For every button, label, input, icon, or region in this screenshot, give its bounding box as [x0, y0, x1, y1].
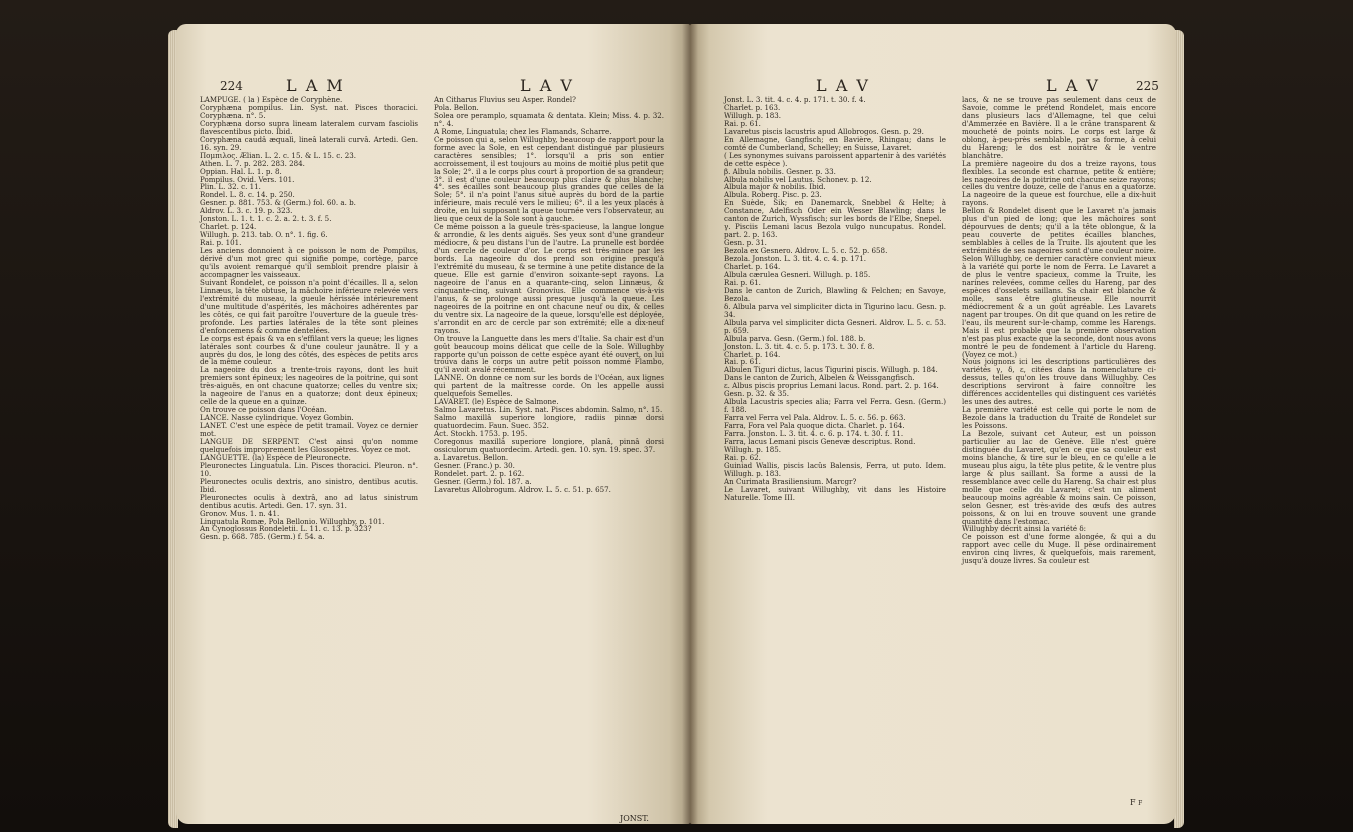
paragraph: Gronov. Mus. 1. n. 41. — [200, 508, 280, 518]
paragraph: Le corps est épais & va en s'effilant vers la queue; les lignes latérales sont courbes & d'une couleur jaunâtre. Il y a auprès du dos, le long des côtés, des espèces de petits arcs de la même couleur. — [200, 333, 418, 367]
paragraph: An Curimata Brasiliensium. Marcgr? — [724, 476, 857, 486]
paragraph: Dans le canton de Zurich, Blawling & Felchen; en Savoye, Bezola. — [724, 285, 946, 303]
paragraph: An Cynoglossus Rondeletii. L. 11. c. 13. p. 323? — [200, 524, 372, 534]
catchword: JONST. — [620, 814, 649, 823]
paragraph: Coryphæna dorso supra lineam lateralem curvam fasciolis flavescentibus picto. Ibid. — [200, 118, 418, 136]
paragraph: Rondelet. part. 2. p. 162. — [434, 468, 525, 478]
paragraph: Πομπιλος. Ælian. L. 2. c. 15. & L. 15. c. 23. — [200, 150, 357, 160]
paragraph: ( Les synonymes suivans paroissent appartenir à des variétés de cette espèce ). — [724, 150, 946, 168]
paragraph: Albulen Tiguri dictus, lacus Tigurini piscis. Willugh. p. 184. — [724, 365, 938, 375]
running-header: L A M — [286, 76, 345, 95]
paragraph: Gesner. (Germ.) fol. 187. a. — [434, 476, 532, 486]
paragraph: Athen. L. 7. p. 282. 283. 284. — [200, 158, 305, 168]
paragraph: Gesner. (Franc.) p. 30. — [434, 460, 515, 470]
paragraph: LANET. C'est une espèce de petit tramail. Voyez ce dernier mot. — [200, 421, 418, 439]
paragraph: A Rome, Linguatula; chez les Flamands, Scharre. — [434, 126, 612, 136]
paragraph: On trouve ce poisson dans l'Océan. — [200, 405, 327, 415]
paragraph: Albula parva. Gesn. (Germ.) fol. 188. b. — [724, 333, 866, 343]
paragraph: Bezola ex Gesnero. Aldrov. L. 5. c. 52. p. 658. — [724, 246, 888, 256]
paragraph: Salmo Lavaretus. Lin. Syst. nat. Pisces abdomin. Salmo, n°. 15. — [434, 405, 663, 415]
paragraph: Nous joignons ici les descriptions particulières des variétés γ, δ, ε, citées dans la nomenclature ci-dessus, telles qu'on les trouve dans Willughby. Ces descriptions serviront à faire connoître les différences accidentelles qui distinguent ces variétés les unes des autres. — [962, 357, 1156, 407]
paragraph: Oppian. Hal. L. 1. p. 8. — [200, 166, 282, 176]
paragraph: Ce même poisson a la gueule très-spacieuse, la langue longue & arrondie, & les dents aiguës. Ses yeux sont d'une grandeur médiocre, & peu distans l'un de l'autre. La prunelle est bordée d'un cercle de couleur d'or. Le corps est très-mince par les bords. La nageoire du dos prend son origine presqu'à l'extrémité du museau, & se termine à une petite distance de la queue. Elle est garnie d'environ soixante-sept rayons. La nageoire de l'anus en a quarante-cinq, selon Linnæus, & cinquante-cinq, suivant Gronovius. Elle commence vis-à-vis l'anus, & se prolonge aussi presque jusqu'à la queue. Les nageoires de la poitrine en ont chacune neuf ou dix, & celles du ventre six. La nageoire de la queue, lorsqu'elle est déployée, s'arrondit en arc de cercle par son extrémité; elle a dix-neuf rayons. — [434, 222, 664, 335]
book-gutter — [682, 24, 698, 824]
page-number: 225 — [1136, 79, 1159, 93]
left-column-2 — [434, 96, 664, 494]
right-column-1 — [724, 96, 946, 502]
paragraph: Coryphæna caudâ æqualì, lineâ laterali curvâ. Artedi. Gen. 16. syn. 29. — [200, 134, 418, 152]
paragraph: Albula major & nobilis. Ibid. — [724, 182, 826, 192]
paragraph: Willugh. p. 183. — [724, 110, 782, 120]
paragraph: Gesner. p. 881. 753. & (Germ.) fol. 60. a. b. — [200, 198, 356, 208]
paragraph: Gesn. p. 31. — [724, 238, 767, 248]
page-number: 224 — [220, 79, 243, 93]
paragraph: Farra, Fora vel Pala quoque dicta. Charlet. p. 164. — [724, 421, 905, 431]
paragraph: Plin. L. 32. c. 11. — [200, 182, 261, 192]
paragraph: Aldrov. L. 3. c. 19. p. 323. — [200, 206, 293, 216]
paragraph: Farra. Jonston. L. 3. tit. 4. c. 6. p. 174. t. 30. f. 11. — [724, 429, 904, 439]
paragraph: En Suède, Sik; en Danemarck, Snebbel & Helte; à Constance, Adelfisch Oder ein Wesser Blawling; dans le canton de Zurich, Wyssfisch; sur les bords de l'Elbe, Snepel. — [724, 198, 946, 224]
paragraph: Rai. p. 61. — [724, 118, 761, 128]
paragraph: ε. Albus piscis proprius Lemani lacus. Rond. part. 2. p. 164. — [724, 381, 939, 391]
paragraph: Rai. p. 62. — [724, 452, 761, 462]
paragraph: γ. Pisciis Lemani lacus Bezola vulgo nuncupatus. Rondel. part. 2. p. 163. — [724, 222, 946, 240]
running-header-second: L A V — [520, 76, 574, 95]
paragraph: Jonston. L. 3. tit. 4. c. 5. p. 173. t. 30. f. 8. — [724, 341, 875, 351]
paragraph: Ce poisson qui a, selon Willughby, beaucoup de rapport pour la forme avec la Sole, en est cependant distingué par plusieurs caractères sensibles; 1°. lorsqu'il a pris son entier accroissement, il est toujours au moins de moitié plus petit que la Sole; 2°. il a le corps plus court à proportion de sa grandeur; 3°. il est d'une couleur beaucoup plus claire & plus blanche; 4°. ses écailles sont beaucoup plus grandes que celles de la Sole; 5°. il n'a point l'anus situé auprès du bord de la partie inférieure, mais reculé vers le milieu; 6°. il a les yeux placés à droite, en lui supposant la queue tournée vers l'observateur, au lieu que ceux de la Sole sont à gauche. — [434, 134, 664, 224]
paragraph: Albula Lacustris species alia; Farra vel Ferra. Gesn. (Germ.) f. 188. — [724, 397, 946, 415]
paragraph: Charlet. p. 163. — [724, 102, 781, 112]
paragraph: Pleuronectes oculis dextris, ano sinistro, dentibus acutis. Ibid. — [200, 476, 418, 494]
paragraph: Rai. p. 101. — [200, 238, 242, 248]
paragraph: On trouve la Languette dans les mers d'Italie. Sa chair est d'un goût beaucoup moins délicat que celle de la Sole. Willughby rapporte qu'un poisson de cette espèce ayant été ouvert, on lui trouva dans le corps un autre petit poisson nommé Flambo, qu'il avoit avalé récemment. — [434, 333, 664, 375]
paragraph: LANCE. Nasse cylindrique. Voyez Gombin. — [200, 413, 354, 423]
paragraph: lacs, & ne se trouve pas seulement dans ceux de Savoie, comme le prétend Rondelet, mais encore dans plusieurs lacs d'Allemagne, tel que celui d'Ammerzée en Bavière. Il a le crâne transparent & moucheté de points noirs. Le corps est large & oblong, à-peu-près semblable, par sa forme, à celui du Hareng; le dos est noirâtre & le ventre blanchâtre. — [962, 95, 1156, 160]
running-header: L A V — [1046, 76, 1100, 95]
paragraph: Charlet. p. 124. — [200, 222, 257, 232]
paragraph: Farra vel Ferra vel Pala. Aldrov. L. 5. c. 56. p. 663. — [724, 413, 906, 423]
paragraph: Suivant Rondelet, ce poisson n'a point d'écailles. Il a, selon Linnæus, la tête obtuse, la mâchoire inférieure relevée vers l'extrémité du museau, la gueule hérissée intérieurement d'une multitude d'aspérités, les mâchoires adhérentes par les côtés, ce qui fait paroître l'ouverture de la gueule très-profonde. Les parties latérales de la tête sont pleines d'enfoncemens & comme dentelées. — [200, 277, 418, 335]
right-page — [690, 24, 1176, 824]
paragraph: La première nageoire du dos a treize rayons, tous flexibles. La seconde est charnue, petite & entière; les nageoires de la poitrine ont chacune seize rayons; celles du ventre douze, celle de l'anus en a quatorze. La nageoire de la queue est fourchue, elle a dix-huit rayons. — [962, 158, 1156, 208]
paragraph: Lavaretus piscis lacustris apud Allobrogos. Gesn. p. 29. — [724, 126, 924, 136]
paragraph: Willugh. p. 213. tab. O. n°. 1. fig. 6. — [200, 230, 328, 240]
left-page — [176, 24, 690, 824]
paragraph: β. Albula nobilis. Gesner. p. 33. — [724, 166, 836, 176]
paragraph: Solea ore peramplo, squamata & dentata. Klein; Miss. 4. p. 32. n°. 4. — [434, 110, 664, 128]
paragraph: Rai. p. 61. — [724, 277, 761, 287]
paragraph: Jonst. L. 3. tit. 4. c. 4. p. 171. t. 30. f. 4. — [724, 95, 866, 104]
paragraph: Coryphæna pompilus. Lin. Syst. nat. Pisces thoracici. Coryphæna. n°. 5. — [200, 102, 418, 120]
right-column-2 — [962, 96, 1156, 565]
paragraph: LANGUE DE SERPENT. C'est ainsi qu'on nomme quelquefois improprement les Glossopètres. Voyez ce mot. — [200, 436, 418, 454]
paragraph: Gesn. p. 32. & 35. — [724, 389, 790, 399]
paragraph: Willughby décrit ainsi la variété δ: — [962, 524, 1086, 534]
paragraph: Charlet. p. 164. — [724, 349, 781, 359]
paragraph: Bezola. Jonston. L. 3. tit. 4. c. 4. p. 171. — [724, 254, 867, 264]
paragraph: Coregonus maxillâ superiore longiore, planâ, pinnâ dorsi ossiculorum quatuordecim. Artedi. gen. 10. syn. 19. spec. 37. — [434, 436, 664, 454]
paragraph: Pleuronectes Linguatula. Lin. Pisces thoracici. Pleuron. n°. 10. — [200, 460, 418, 478]
paragraph: LAMPUGE. ( la ) Espèce de Coryphène. — [200, 95, 343, 104]
paragraph: LANNE. On donne ce nom sur les bords de l'Océan, aux lignes qui partent de la maîtresse corde. On les appelle aussi quelquefois Semelles. — [434, 373, 664, 399]
paragraph: Act. Stockh. 1753. p. 195. — [434, 429, 528, 439]
paragraph: Pleuronectes oculis à dextrâ, ano ad latus sinistrum dentibus acutis. Artedi. Gen. 17. syn. 31. — [200, 492, 418, 510]
paragraph: Linguatula Romæ, Pola Bellonio. Willughby, p. 101. — [200, 516, 385, 526]
paragraph: Les anciens donnoient à ce poisson le nom de Pompilus, dérivé d'un mot grec qui signifie pompe, cortège, parce qu'ils avoient remarqué qu'il sembloit prendre plaisir à accompagner les vaisseaux. — [200, 246, 418, 279]
paragraph: Jonston. L. 1. t. 1. c. 2. a. 2. t. 3. f. 5. — [200, 214, 332, 224]
paragraph: Albula. Roberg. Pisc. p. 23. — [724, 190, 822, 200]
paragraph: Lavaretus Allobrogum. Aldrov. L. 5. c. 51. p. 657. — [434, 484, 611, 494]
paragraph: Rondel. L. 8. c. 14. p. 250. — [200, 190, 295, 200]
paragraph: LAVARET. (le) Espèce de Salmone. — [434, 397, 559, 407]
signature-mark: F f — [1130, 798, 1143, 807]
paragraph: Rai. p. 61. — [724, 357, 761, 367]
paragraph: Charlet. p. 164. — [724, 262, 781, 272]
paragraph: En Allemagne, Gangfisch; en Bavière, Rhingau; dans le comté de Cumberland, Schelley; en Suisse, Lavaret. — [724, 134, 946, 152]
paragraph: Salmo maxillâ superiore longiore, radiis pinnæ dorsi quatuordecim. Faun. Suec. 352. — [434, 413, 664, 431]
paragraph: La première variété est celle qui porte le nom de Bezole dans la traduction du Traité de Rondelet sur les Poissons. — [962, 405, 1156, 431]
running-header-first: L A V — [816, 76, 870, 95]
paragraph: Guiniad Wallis, piscis lacûs Balensis, Ferra, ut puto. Idem. Willugh. p. 183. — [724, 460, 946, 478]
paragraph: Gesn. p. 668. 785. (Germ.) f. 54. a. — [200, 532, 325, 542]
paragraph: Farra, lacus Lemani piscis Genevæ descriptus. Rond. — [724, 436, 916, 446]
paragraph: Bellon & Rondelet disent que le Lavaret n'a jamais plus d'un pied de long; que les mâchoires sont dépourvues de dents; qu'il a la tête oblongue, & la peau couverte de petites écailles blanches, semblables à celles de la Truite. Ils ajoutent que les extrémités de ses nageoires sont d'une couleur noire. Selon Willughby, ce dernier caractère convient mieux à la variété qui porte le nom de Ferra. Le Lavaret a de plus le ventre spacieux, comme la Truite, les narines relevées, comme celles du Hareng, par des espèces d'osselets saillans. Sa chair est blanche & molle, sans être glutineuse. Elle nourrit médiocrement & a un goût agréable. Les Lavarets nagent par troupes. On dit que quand on les retire de l'eau, ils meurent sur-le-champ, comme les Harengs. Mais il est probable que la première observation n'est pas plus exacte que la seconde, dont nous avons montré le peu de fondement à l'article du Hareng. (Voyez ce mot.) — [962, 206, 1156, 359]
paragraph: Albula cærulea Gesneri. Willugh. p. 185. — [724, 269, 871, 279]
paragraph: La Bezole, suivant cet Auteur, est un poisson particulier au lac de Genève. Elle n'est guère distinguée du Lavaret, qu'en ce que sa couleur est moins blanche, & tire sur le bleu, en ce qu'elle a le museau plus aigu, la tête plus petite, & le ventre plus large & plus saillant. Sa forme a aussi de la ressemblance avec celle du Hareng. Sa chair est plus molle que celle du Lavaret; c'est un aliment beaucoup moins agréable & moins sain. Ce poisson, selon Gesner, est très-avide des œufs des autres poissons, & on lui en trouve souvent une grande quantité dans l'estomac. — [962, 429, 1156, 526]
paragraph: a. Lavaretus. Bellon. — [434, 452, 509, 462]
paragraph: Dans le canton de Zurich, Albelen & Weissgangfisch. — [724, 373, 915, 383]
paragraph: La nageoire du dos a trente-trois rayons, dont les huit premiers sont épineux; les nageoires de la poitrine, qui sont très-aiguës, en ont chacune quatorze; celles du ventre six; la nageoire de l'anus en a quatorze; dont deux épineux; celle de la queue en a quinze. — [200, 365, 418, 407]
paragraph: Le Lavaret, suivant Willughby, vit dans les Histoire Naturelle. Tome III. — [724, 484, 946, 502]
paragraph: An Citharus Fluvius seu Asper. Rondel? — [434, 95, 576, 104]
paragraph: Albula nobilis vel Lautus. Schonev. p. 12. — [724, 174, 872, 184]
paragraph: Albula parva vel simpliciter dicta Gesneri. Aldrov. L. 5. c. 53. p. 659. — [724, 317, 946, 335]
paragraph: Willugh. p. 185. — [724, 444, 782, 454]
paragraph: Ce poisson est d'une forme alongée, & qui a du rapport avec celle du Muge. Il pèse ordinairement environ cinq livres, & quelquefois, mais rarement, jusqu'à douze livres. Sa couleur est — [962, 532, 1156, 566]
paragraph: LANGUETTE. (la) Espèce de Pleuronecte. — [200, 452, 351, 462]
paragraph: δ. Albula parva vel simpliciter dicta in Tigurino lacu. Gesn. p. 34. — [724, 301, 946, 319]
left-column-1 — [200, 96, 418, 541]
paragraph: Pola. Bellon. — [434, 102, 479, 112]
paragraph: Pompilus. Ovid. Vers. 101. — [200, 174, 295, 184]
